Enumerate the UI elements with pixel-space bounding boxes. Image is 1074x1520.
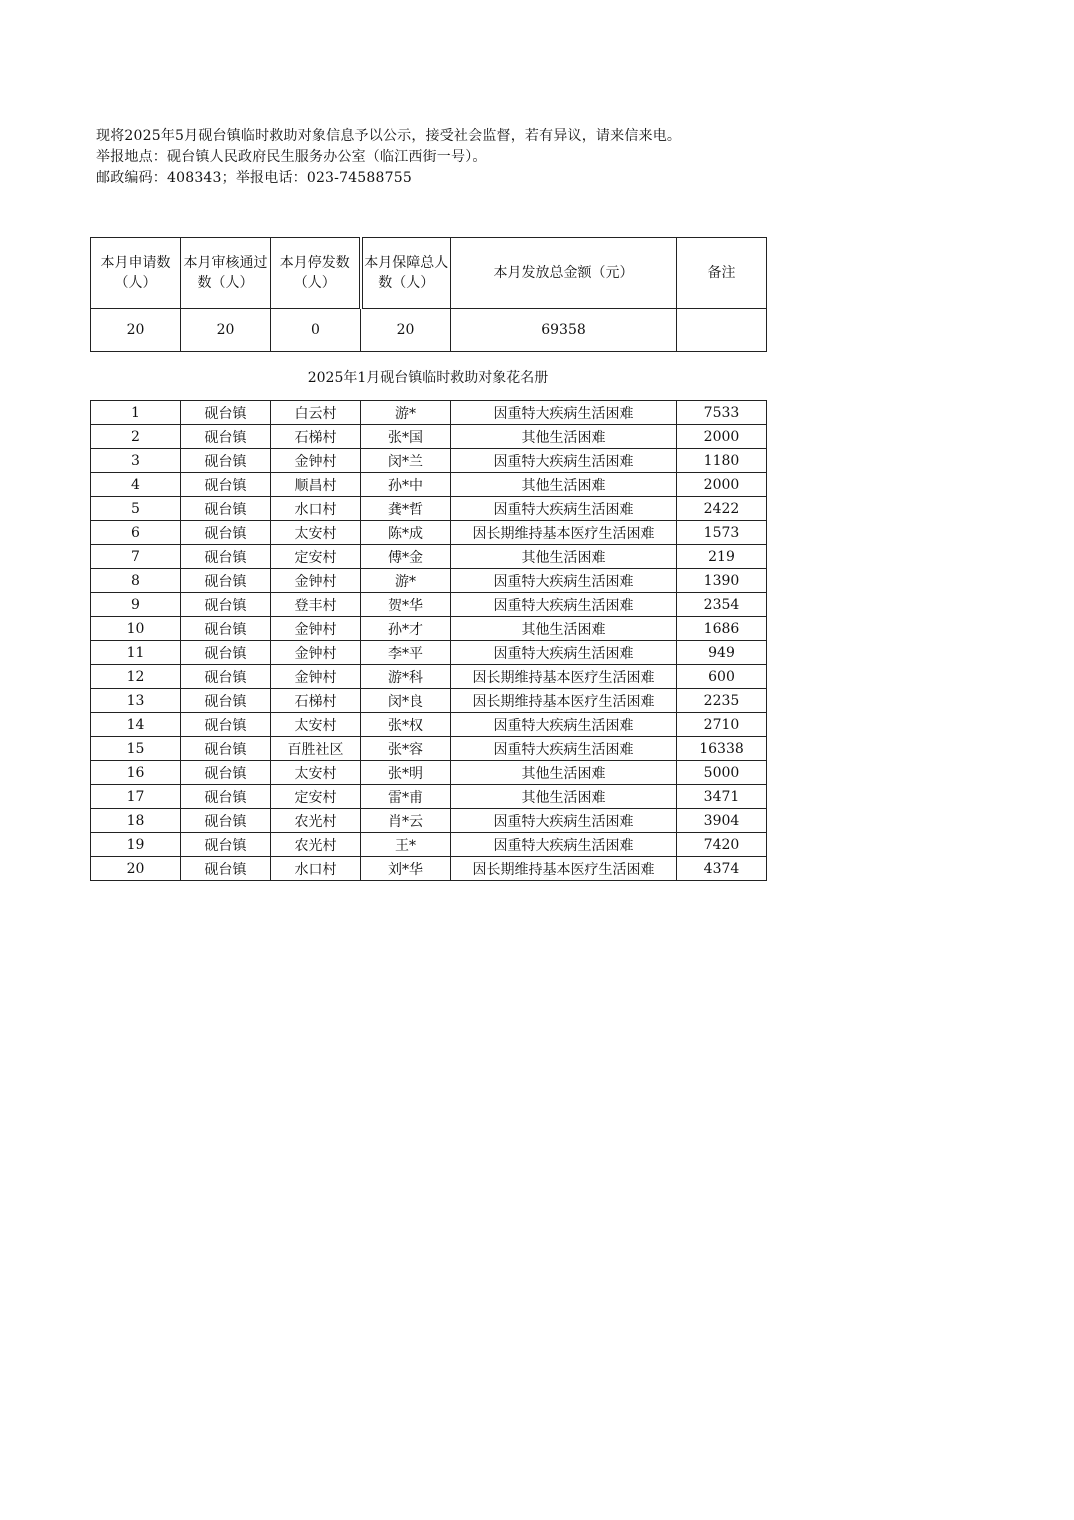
summary-header-cell: 本月发放总金额（元） bbox=[451, 238, 677, 309]
table-row bbox=[91, 713, 767, 737]
roster-town-cell: 砚台镇 bbox=[181, 473, 271, 497]
roster-row-number-cell: 18 bbox=[91, 809, 181, 833]
roster-village-cell: 石梯村 bbox=[271, 689, 361, 713]
roster-town-cell: 砚台镇 bbox=[181, 689, 271, 713]
summary-value-cell bbox=[677, 309, 767, 352]
roster-amount-cell: 16338 bbox=[677, 737, 767, 761]
roster-hardship-reason-cell: 因重特大疾病生活困难 bbox=[451, 449, 677, 473]
roster-town-cell: 砚台镇 bbox=[181, 857, 271, 881]
roster-hardship-reason-cell: 因重特大疾病生活困难 bbox=[451, 809, 677, 833]
summary-value-cell: 20 bbox=[91, 309, 181, 352]
roster-town-cell: 砚台镇 bbox=[181, 641, 271, 665]
roster-town-cell: 砚台镇 bbox=[181, 833, 271, 857]
roster-hardship-reason-cell: 因重特大疾病生活困难 bbox=[451, 401, 677, 425]
roster-hardship-reason-cell: 其他生活困难 bbox=[451, 617, 677, 641]
roster-row-number-cell: 20 bbox=[91, 857, 181, 881]
roster-amount-cell: 2710 bbox=[677, 713, 767, 737]
roster-amount-cell: 2422 bbox=[677, 497, 767, 521]
roster-hardship-reason-cell: 因重特大疾病生活困难 bbox=[451, 737, 677, 761]
roster-village-cell: 农光村 bbox=[271, 809, 361, 833]
roster-amount-cell: 3471 bbox=[677, 785, 767, 809]
roster-person-name-cell: 龚*哲 bbox=[361, 497, 451, 521]
roster-amount-cell: 7420 bbox=[677, 833, 767, 857]
roster-hardship-reason-cell: 其他生活困难 bbox=[451, 545, 677, 569]
roster-town-cell: 砚台镇 bbox=[181, 569, 271, 593]
roster-row-number-cell: 15 bbox=[91, 737, 181, 761]
roster-amount-cell: 2000 bbox=[677, 473, 767, 497]
roster-village-cell: 石梯村 bbox=[271, 425, 361, 449]
roster-village-cell: 顺昌村 bbox=[271, 473, 361, 497]
roster-town-cell: 砚台镇 bbox=[181, 785, 271, 809]
roster-row-number-cell: 14 bbox=[91, 713, 181, 737]
roster-village-cell: 金钟村 bbox=[271, 641, 361, 665]
table-row bbox=[91, 785, 767, 809]
roster-hardship-reason-cell: 其他生活困难 bbox=[451, 425, 677, 449]
roster-village-cell: 百胜社区 bbox=[271, 737, 361, 761]
roster-hardship-reason-cell: 因重特大疾病生活困难 bbox=[451, 593, 677, 617]
table-row bbox=[91, 617, 767, 641]
roster-row-number-cell: 10 bbox=[91, 617, 181, 641]
roster-person-name-cell: 孙*中 bbox=[361, 473, 451, 497]
roster-village-cell: 水口村 bbox=[271, 857, 361, 881]
roster-amount-cell: 2354 bbox=[677, 593, 767, 617]
roster-row-number-cell: 16 bbox=[91, 761, 181, 785]
roster-person-name-cell: 闵*兰 bbox=[361, 449, 451, 473]
roster-hardship-reason-cell: 其他生活困难 bbox=[451, 761, 677, 785]
roster-town-cell: 砚台镇 bbox=[181, 617, 271, 641]
roster-town-cell: 砚台镇 bbox=[181, 497, 271, 521]
summary-header-cell: 本月保障总人数（人） bbox=[361, 238, 451, 309]
roster-amount-cell: 1573 bbox=[677, 521, 767, 545]
roster-village-cell: 金钟村 bbox=[271, 665, 361, 689]
roster-amount-cell: 3904 bbox=[677, 809, 767, 833]
roster-person-name-cell: 李*平 bbox=[361, 641, 451, 665]
roster-row-number-cell: 2 bbox=[91, 425, 181, 449]
roster-village-cell: 定安村 bbox=[271, 785, 361, 809]
roster-hardship-reason-cell: 因重特大疾病生活困难 bbox=[451, 497, 677, 521]
summary-value-cell: 0 bbox=[271, 309, 361, 352]
roster-village-cell: 太安村 bbox=[271, 761, 361, 785]
notice-text bbox=[96, 126, 681, 189]
summary-header-cell: 备注 bbox=[677, 238, 767, 309]
summary-value-row bbox=[91, 309, 767, 352]
roster-town-cell: 砚台镇 bbox=[181, 449, 271, 473]
roster-village-cell: 太安村 bbox=[271, 521, 361, 545]
roster-row-number-cell: 7 bbox=[91, 545, 181, 569]
roster-person-name-cell: 肖*云 bbox=[361, 809, 451, 833]
roster-row-number-cell: 3 bbox=[91, 449, 181, 473]
roster-row-number-cell: 13 bbox=[91, 689, 181, 713]
table-row bbox=[91, 521, 767, 545]
summary-header-cell: 本月审核通过数（人） bbox=[181, 238, 271, 309]
roster-town-cell: 砚台镇 bbox=[181, 713, 271, 737]
roster-hardship-reason-cell: 因重特大疾病生活困难 bbox=[451, 833, 677, 857]
table-row bbox=[91, 497, 767, 521]
table-row bbox=[91, 569, 767, 593]
table-row bbox=[91, 449, 767, 473]
table-row bbox=[91, 641, 767, 665]
roster-amount-cell: 2235 bbox=[677, 689, 767, 713]
notice-line-3: 邮政编码：408343；举报电话：023-74588755 bbox=[96, 170, 412, 186]
roster-amount-cell: 1686 bbox=[677, 617, 767, 641]
roster-amount-cell: 1390 bbox=[677, 569, 767, 593]
roster-hardship-reason-cell: 因重特大疾病生活困难 bbox=[451, 641, 677, 665]
roster-hardship-reason-cell: 其他生活困难 bbox=[451, 785, 677, 809]
summary-header-row bbox=[91, 238, 767, 309]
roster-row-number-cell: 19 bbox=[91, 833, 181, 857]
roster-person-name-cell: 王* bbox=[361, 833, 451, 857]
table-row bbox=[91, 737, 767, 761]
roster-village-cell: 白云村 bbox=[271, 401, 361, 425]
roster-town-cell: 砚台镇 bbox=[181, 593, 271, 617]
table-row bbox=[91, 833, 767, 857]
summary-table bbox=[90, 237, 767, 352]
roster-hardship-reason-cell: 因长期维持基本医疗生活困难 bbox=[451, 857, 677, 881]
roster-person-name-cell: 张*国 bbox=[361, 425, 451, 449]
roster-person-name-cell: 孙*才 bbox=[361, 617, 451, 641]
roster-amount-cell: 600 bbox=[677, 665, 767, 689]
summary-header-cell: 本月停发数（人） bbox=[271, 238, 361, 309]
roster-amount-cell: 219 bbox=[677, 545, 767, 569]
roster-person-name-cell: 刘*华 bbox=[361, 857, 451, 881]
summary-value-cell: 20 bbox=[181, 309, 271, 352]
roster-village-cell: 太安村 bbox=[271, 713, 361, 737]
roster-row-number-cell: 11 bbox=[91, 641, 181, 665]
roster-amount-cell: 7533 bbox=[677, 401, 767, 425]
roster-person-name-cell: 雷*甫 bbox=[361, 785, 451, 809]
roster-village-cell: 金钟村 bbox=[271, 617, 361, 641]
roster-row-number-cell: 5 bbox=[91, 497, 181, 521]
roster-town-cell: 砚台镇 bbox=[181, 521, 271, 545]
table-row bbox=[91, 665, 767, 689]
roster-row-number-cell: 9 bbox=[91, 593, 181, 617]
roster-row-number-cell: 17 bbox=[91, 785, 181, 809]
roster-row-number-cell: 12 bbox=[91, 665, 181, 689]
roster-table bbox=[90, 400, 767, 881]
table-row bbox=[91, 473, 767, 497]
summary-header-cell: 本月申请数（人） bbox=[91, 238, 181, 309]
summary-value-cell: 20 bbox=[361, 309, 451, 352]
roster-row-number-cell: 1 bbox=[91, 401, 181, 425]
roster-person-name-cell: 贺*华 bbox=[361, 593, 451, 617]
roster-village-cell: 农光村 bbox=[271, 833, 361, 857]
roster-person-name-cell: 张*权 bbox=[361, 713, 451, 737]
roster-town-cell: 砚台镇 bbox=[181, 545, 271, 569]
roster-village-cell: 登丰村 bbox=[271, 593, 361, 617]
roster-amount-cell: 5000 bbox=[677, 761, 767, 785]
roster-town-cell: 砚台镇 bbox=[181, 401, 271, 425]
roster-hardship-reason-cell: 因长期维持基本医疗生活困难 bbox=[451, 665, 677, 689]
table-row bbox=[91, 809, 767, 833]
roster-hardship-reason-cell: 因重特大疾病生活困难 bbox=[451, 569, 677, 593]
roster-person-name-cell: 张*容 bbox=[361, 737, 451, 761]
roster-person-name-cell: 游* bbox=[361, 401, 451, 425]
table-row bbox=[91, 857, 767, 881]
roster-person-name-cell: 游* bbox=[361, 569, 451, 593]
roster-body bbox=[91, 401, 767, 881]
roster-town-cell: 砚台镇 bbox=[181, 425, 271, 449]
summary-value-cell: 69358 bbox=[451, 309, 677, 352]
roster-person-name-cell: 游*科 bbox=[361, 665, 451, 689]
table-row bbox=[91, 401, 767, 425]
roster-row-number-cell: 8 bbox=[91, 569, 181, 593]
roster-person-name-cell: 傅*金 bbox=[361, 545, 451, 569]
roster-town-cell: 砚台镇 bbox=[181, 809, 271, 833]
roster-amount-cell: 949 bbox=[677, 641, 767, 665]
roster-amount-cell: 4374 bbox=[677, 857, 767, 881]
roster-village-cell: 定安村 bbox=[271, 545, 361, 569]
roster-row-number-cell: 4 bbox=[91, 473, 181, 497]
roster-hardship-reason-cell: 因长期维持基本医疗生活困难 bbox=[451, 521, 677, 545]
roster-amount-cell: 1180 bbox=[677, 449, 767, 473]
table-row bbox=[91, 425, 767, 449]
roster-amount-cell: 2000 bbox=[677, 425, 767, 449]
roster-person-name-cell: 张*明 bbox=[361, 761, 451, 785]
roster-village-cell: 金钟村 bbox=[271, 449, 361, 473]
roster-hardship-reason-cell: 其他生活困难 bbox=[451, 473, 677, 497]
roster-row-number-cell: 6 bbox=[91, 521, 181, 545]
roster-person-name-cell: 陈*成 bbox=[361, 521, 451, 545]
roster-town-cell: 砚台镇 bbox=[181, 761, 271, 785]
table-row bbox=[91, 593, 767, 617]
roster-title: 2025年1月砚台镇临时救助对象花名册 bbox=[307, 370, 549, 386]
roster-town-cell: 砚台镇 bbox=[181, 665, 271, 689]
notice-line-2: 举报地点：砚台镇人民政府民生服务办公室（临江西街一号）。 bbox=[96, 149, 487, 165]
roster-hardship-reason-cell: 因重特大疾病生活困难 bbox=[451, 713, 677, 737]
table-row bbox=[91, 545, 767, 569]
table-row bbox=[91, 689, 767, 713]
roster-hardship-reason-cell: 因长期维持基本医疗生活困难 bbox=[451, 689, 677, 713]
roster-town-cell: 砚台镇 bbox=[181, 737, 271, 761]
notice-line-1: 现将2025年5月砚台镇临时救助对象信息予以公示，接受社会监督，若有异议，请来信来电。 bbox=[96, 128, 682, 144]
roster-village-cell: 金钟村 bbox=[271, 569, 361, 593]
roster-person-name-cell: 闵*良 bbox=[361, 689, 451, 713]
roster-village-cell: 水口村 bbox=[271, 497, 361, 521]
table-row bbox=[91, 761, 767, 785]
